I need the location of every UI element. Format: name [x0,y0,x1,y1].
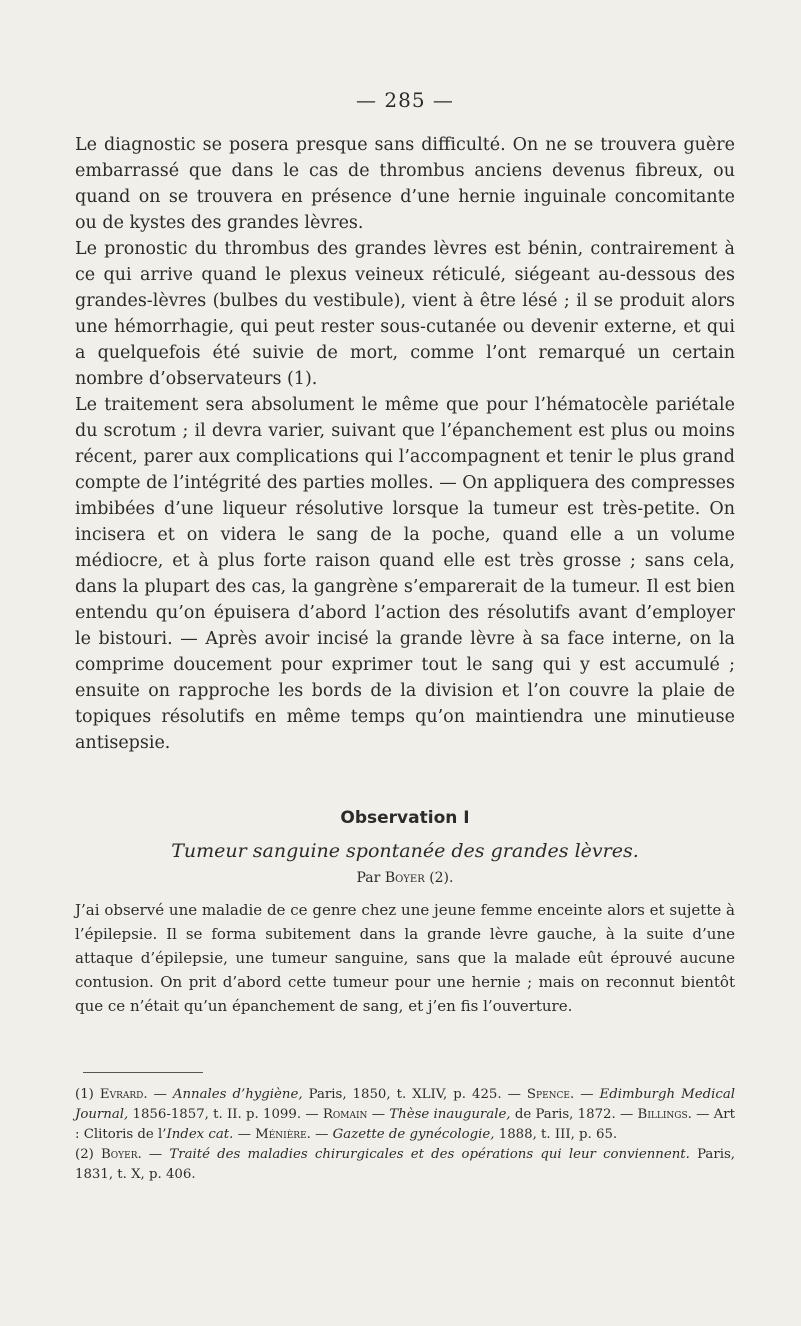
footnote-details: 1856-1857, t. II. p. 1099. — [132,1107,319,1122]
footnote-details: Paris, 1831, t. X, p. 406. [75,1147,735,1182]
footnote-author: Romain [322,1107,368,1122]
page-number: — 285 — [356,88,454,112]
footnote-author: Boyer. [101,1147,142,1162]
footnote-details: Paris, 1850, t. XLIV, p. 425. — [308,1087,521,1102]
footnote-details: de Paris, 1872. — [514,1107,634,1122]
footnote-title: Edimburgh Medical Journal, [75,1087,735,1122]
observation-subtitle: Tumeur sanguine spontanée des grandes lèvres. [171,840,639,862]
footnote-author: Spence. [526,1087,575,1102]
footnote-1: (1) Evrard. — Annales d’hygiène, Paris, 1850, t. XLIV, p. 425. — Spence. — Edimburgh Medical Journal, 1856-1857, t. II. p. 1099. — Romain — Thèse inaugurale, de Paris, 1872. — Billings. — Art : Clitoris de l’Index cat. — Ménière. — Gazette de gynécologie, 1888, t. III, p. 65. [75,1087,735,1142]
footnote-number: (2) [75,1147,94,1162]
body-text [75,132,735,756]
footnote-title: Index cat. [166,1127,234,1142]
footnote-title: Thèse inaugurale, [389,1107,511,1122]
paragraph-treatment: Le traitement sera absolument le même que pour l’hématocèle pariétale du scrotum ; il devra varier, suivant que l’épanchement est plus ou moins récent, parer aux complications qui l’accompagnent et tenir le plus grand compte de l’intégrité des parties molles. — On appliquera des compresses imbibées d’une liqueur résolutive lorsque la tumeur est très-petite. On incisera et on videra le sang de la poche, quand elle a un volume médiocre, et à plus forte raison quand elle est très grosse ; sans cela, dans la plupart des cas, la gangrène s’emparerait de la tumeur. Il est bien entendu qu’on épuisera d’abord l’action des résolutifs avant d’employer le bistouri. — Après avoir incisé la grande lèvre à sa face interne, on la comprime doucement pour exprimer tout le sang qui y est accumulé ; ensuite on rapproche les bords de la division et l’on couvre la plaie de topiques résolutifs en même temps qu’on maintiendra une minutieuse antisepsie. [75,395,735,753]
footnote-title: Gazette de gynécologie, [332,1127,495,1142]
author-prefix: Par [356,870,381,886]
footnote-author: Evrard. [99,1087,148,1102]
author-ref: (2). [429,870,454,886]
paragraph-prognosis: Le pronostic du thrombus des grandes lèvres est bénin, contrairement à ce qui arrive quand le plexus veineux réticulé, siégeant au-dessous des grandes-lèvres (bulbes du vestibule), vient à être lésé ; il se produit alors une hémorrhagie, qui peut rester sous-cutanée ou devenir externe, et qui a quelquefois été suivie de mort, comme l’ont remarqué un certain nombre d’observateurs (1). [75,239,735,389]
footnote-2: (2) Boyer. — Traité des maladies chirurgicales et des opérations qui leur conviennent. Paris, 1831, t. X, p. 406. [75,1147,735,1182]
footnote-details: 1888, t. III, p. 65. [498,1127,618,1142]
observation-title: Observation I [340,808,470,828]
observation-author [75,870,735,886]
author-name: Boyer [384,870,425,886]
observation-text: J’ai observé une maladie de ce genre chez une jeune femme enceinte alors et sujette à l’épilepsie. Il se forma subitement dans la grande lèvre gauche, à la suite d’une attaque d’épilepsie, une tumeur sanguine, sans que la malade eût éprouvé aucune contusion. On prit d’abord cette tumeur pour une hernie ; mais on reconnut bientôt que ce n’était qu’un épanchement de sang, et j’en fis l’ouverture. [75,901,735,1015]
footnote-details: — Art : Clitoris de l’ [75,1107,735,1142]
footnote-title: Traité des maladies chirurgicales et des opérations qui leur conviennent. [169,1147,690,1162]
footnote-author: Billings. [637,1107,692,1122]
footnote-details: — [237,1127,251,1142]
footnote-divider [83,1072,203,1073]
footnote-number: (1) [75,1087,94,1102]
paragraph-diagnostic: Le diagnostic se posera presque sans difficulté. On ne se trouvera guère embarrassé que dans le cas de thrombus anciens devenus fibreux, ou quand on se trouvera en présence d’une hernie inguinale concomitante ou de kystes des grandes lèvres. [75,135,735,233]
footnote-title: Annales d’hygiène, [172,1087,303,1102]
footnote-author: Ménière. [255,1127,311,1142]
